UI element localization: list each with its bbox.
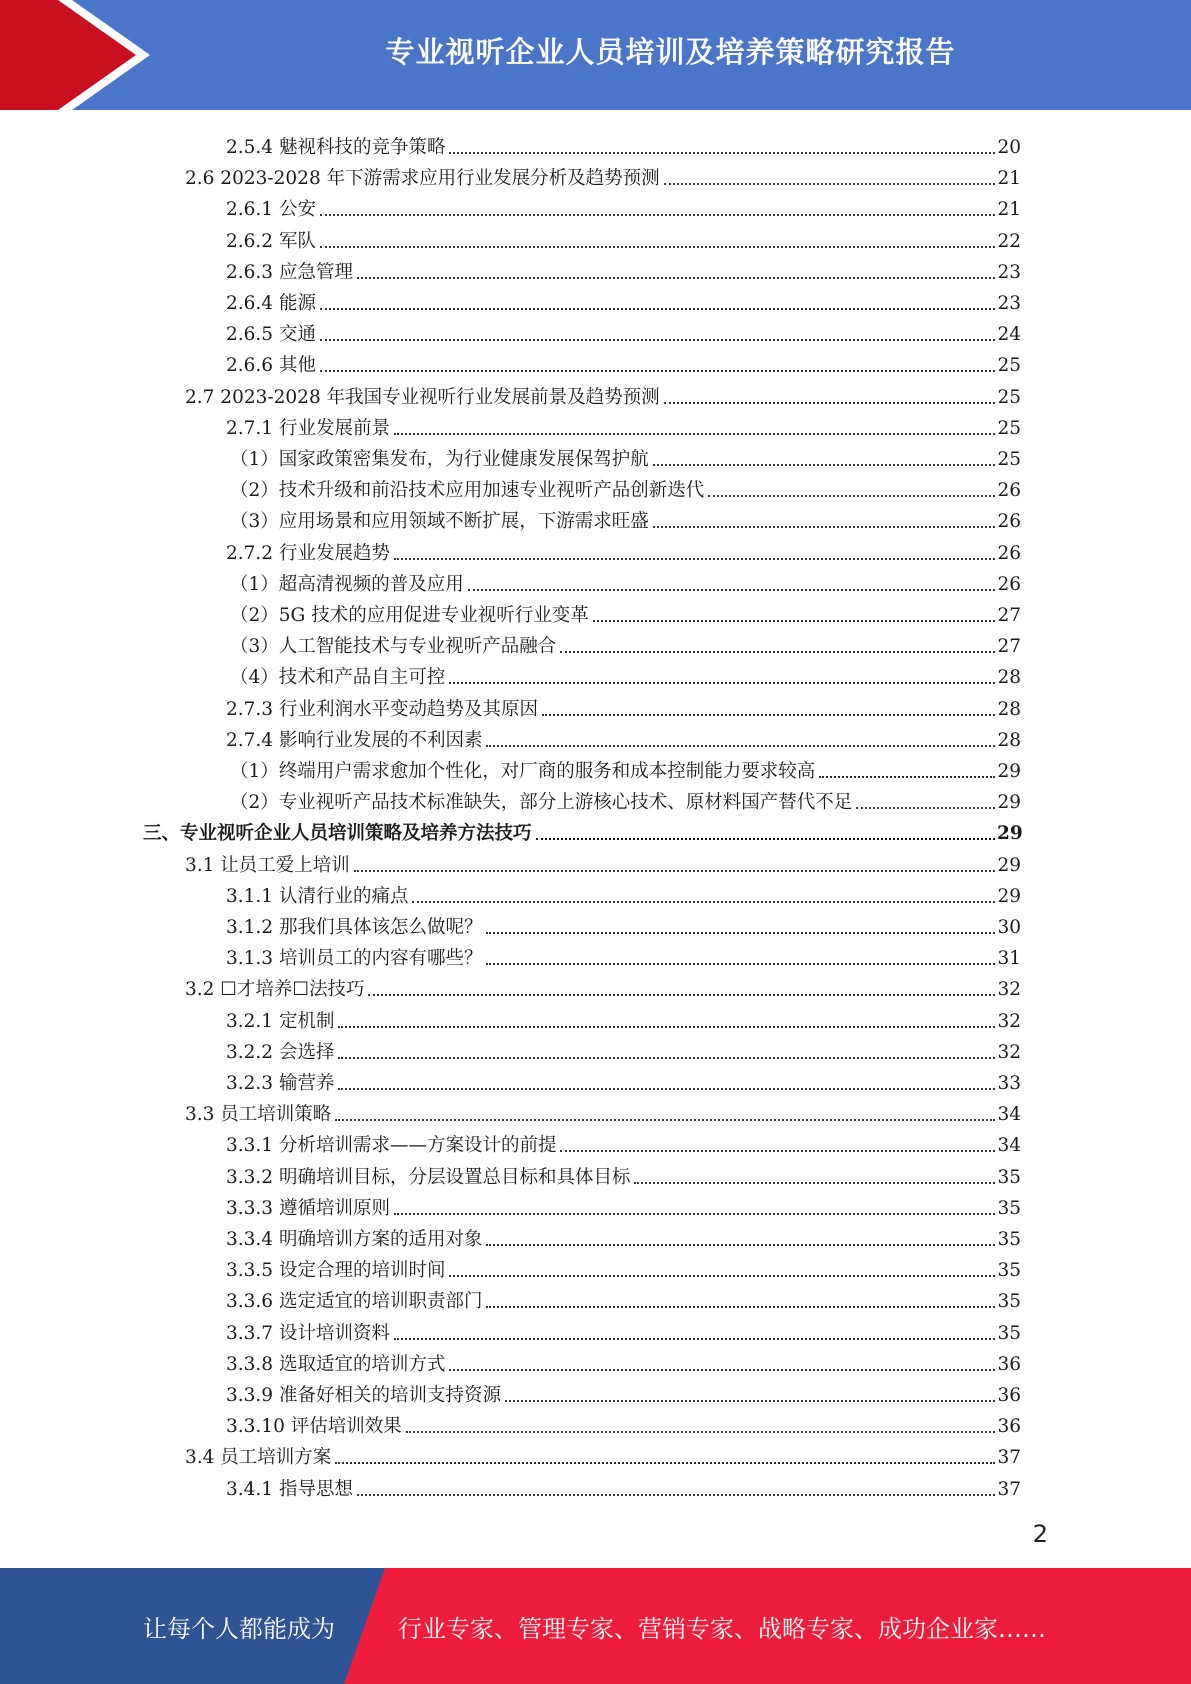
toc-dot-leader <box>449 1369 995 1371</box>
toc-entry[interactable] <box>226 1314 1021 1345</box>
toc-entry[interactable] <box>143 814 1021 845</box>
toc-entry-label: 2.6.2 军队 <box>226 230 316 252</box>
toc-entry[interactable] <box>226 1345 1021 1376</box>
toc-entry-page: 26 <box>997 480 1021 502</box>
toc-entry-label: 3.3.5 设定合理的培训时间 <box>226 1260 446 1282</box>
toc-entry-label: 3.1.3 培训员工的内容有哪些？ <box>226 948 483 970</box>
toc-entry-page: 34 <box>997 1135 1021 1157</box>
toc-dot-leader <box>449 682 995 684</box>
toc-dot-leader <box>634 1182 995 1184</box>
toc-entry-label: 2.5.4 魅视科技的竞争策略 <box>226 137 446 158</box>
toc-entry[interactable] <box>226 1282 1021 1313</box>
toc-dot-leader <box>335 1119 995 1121</box>
toc-entry-page: 27 <box>997 605 1021 626</box>
toc-entry[interactable] <box>230 783 1021 814</box>
toc-entry-label: 3.4.1 指导思想 <box>226 1478 353 1500</box>
toc-entry[interactable] <box>226 1002 1021 1033</box>
toc-entry-page: 21 <box>997 168 1021 190</box>
toc-entry-label: （1）国家政策密集发布，为行业健康发展保驾护航 <box>230 449 649 470</box>
toc-entry[interactable] <box>226 534 1021 565</box>
toc-entry[interactable] <box>226 908 1021 939</box>
toc-dot-leader <box>320 370 995 372</box>
toc-entry-page: 29 <box>997 854 1021 876</box>
toc-entry-page: 26 <box>997 542 1021 564</box>
toc-entry[interactable] <box>226 346 1021 377</box>
toc-entry-page: 28 <box>997 667 1021 689</box>
toc-entry-label: 2.6.1 公安 <box>226 199 316 221</box>
toc-dot-leader <box>320 246 995 248</box>
toc-dot-leader <box>394 433 995 435</box>
toc-entry-label: （3）人工智能技术与专业视听产品融合 <box>230 636 557 658</box>
toc-dot-leader <box>486 1306 995 1308</box>
toc-entry-label: 2.7.2 行业发展趋势 <box>226 542 390 564</box>
toc-entry[interactable] <box>230 565 1021 596</box>
toc-entry-page: 29 <box>997 761 1021 782</box>
toc-entry[interactable] <box>185 378 1021 409</box>
toc-dot-leader <box>486 932 995 934</box>
toc-entry-label: 3.2 ☐才培养☐法技巧 <box>185 979 365 1001</box>
toc-entry-label: 3.2.2 会选择 <box>226 1041 335 1063</box>
toc-entry-page: 36 <box>997 1353 1021 1375</box>
toc-entry[interactable] <box>226 1158 1021 1189</box>
toc-entry-page: 34 <box>997 1104 1021 1126</box>
toc-dot-leader <box>486 963 995 965</box>
toc-entry-page: 35 <box>997 1291 1021 1313</box>
toc-dot-leader <box>486 1244 995 1246</box>
toc-entry-page: 35 <box>997 1197 1021 1219</box>
toc-entry-page: 23 <box>997 261 1021 283</box>
toc-entry-page: 26 <box>997 573 1021 595</box>
toc-entry[interactable] <box>185 1438 1021 1469</box>
toc-entry-label: 3.3.3 遵循培训原则 <box>226 1197 390 1219</box>
toc-entry[interactable] <box>226 1126 1021 1157</box>
toc-entry[interactable] <box>226 1220 1021 1251</box>
toc-entry[interactable] <box>226 1251 1021 1282</box>
toc-entry[interactable] <box>226 1470 1021 1501</box>
toc-entry[interactable] <box>226 222 1021 253</box>
toc-entry-label: （1）超高清视频的普及应用 <box>230 573 464 595</box>
toc-entry[interactable] <box>185 159 1021 190</box>
toc-entry[interactable] <box>226 1189 1021 1220</box>
toc-entry-label: 3.3 员工培训策略 <box>185 1104 332 1126</box>
toc-dot-leader <box>412 901 995 903</box>
toc-entry[interactable] <box>226 409 1021 440</box>
toc-dot-leader <box>560 651 995 653</box>
toc-entry[interactable] <box>226 721 1021 752</box>
toc-entry-label: 三、专业视听企业人员培训策略及培养方法技巧 <box>143 823 532 845</box>
toc-entry-page: 25 <box>997 355 1021 377</box>
toc-entry[interactable] <box>226 1033 1021 1064</box>
toc-dot-leader <box>505 1400 995 1402</box>
toc-entry-label: （2）技术升级和前沿技术应用加速专业视听产品创新迭代 <box>230 480 705 502</box>
toc-dot-leader <box>664 183 995 185</box>
footer-slogan-left: 让每个人都能成为 <box>143 1614 335 1643</box>
toc-entry-page: 36 <box>997 1416 1021 1438</box>
toc-dot-leader <box>354 870 995 872</box>
toc-entry-page: 22 <box>997 230 1021 252</box>
toc-entry[interactable] <box>230 627 1021 658</box>
toc-entry-page: 20 <box>997 137 1021 158</box>
toc-entry-page: 24 <box>997 324 1021 346</box>
toc-entry-page: 31 <box>997 948 1021 970</box>
toc-entry-label: （1）终端用户需求愈加个性化，对厂商的服务和成本控制能力要求较高 <box>230 761 816 782</box>
toc-entry-label: （2）5G 技术的应用促进专业视听行业变革 <box>230 605 589 626</box>
toc-entry-label: 3.2.1 定机制 <box>226 1010 335 1032</box>
toc-dot-leader <box>449 152 995 154</box>
toc-dot-leader <box>542 714 995 716</box>
toc-entry-page: 29 <box>997 823 1023 845</box>
toc-entry-label: 2.7.4 影响行业发展的不利因素 <box>226 729 483 751</box>
toc-entry-page: 21 <box>997 199 1021 221</box>
toc-entry-page: 29 <box>997 885 1021 907</box>
toc-entry[interactable] <box>226 690 1021 721</box>
toc-entry-page: 32 <box>997 1010 1021 1032</box>
toc-entry-label: （4）技术和产品自主可控 <box>230 667 446 689</box>
toc-entry[interactable] <box>230 752 1021 783</box>
toc-dot-leader <box>368 994 995 996</box>
toc-entry[interactable] <box>230 471 1021 502</box>
toc-entry[interactable] <box>226 315 1021 346</box>
toc-entry[interactable] <box>226 284 1021 315</box>
toc-entry-label: 3.2.3 输营养 <box>226 1073 335 1094</box>
toc-entry-label: 3.3.9 准备好相关的培训支持资源 <box>226 1385 501 1406</box>
toc-entry-label: （3）应用场景和应用领域不断扩展，下游需求旺盛 <box>230 511 649 533</box>
toc-dot-leader <box>708 495 995 497</box>
toc-entry[interactable] <box>230 440 1021 471</box>
toc-entry-page: 35 <box>997 1229 1021 1250</box>
toc-dot-leader <box>819 776 995 778</box>
toc-entry[interactable] <box>226 1407 1021 1438</box>
toc-entry-label: 3.1.1 认清行业的痛点 <box>226 885 409 907</box>
toc-dot-leader <box>357 1494 995 1496</box>
toc-entry-page: 29 <box>997 792 1021 814</box>
toc-entry-page: 32 <box>997 979 1021 1001</box>
toc-dot-leader <box>449 1275 995 1277</box>
toc-entry-page: 27 <box>997 636 1021 658</box>
toc-dot-leader <box>338 1057 995 1059</box>
toc-entry[interactable] <box>230 596 1021 627</box>
toc-entry[interactable] <box>226 128 1021 159</box>
toc-dot-leader <box>406 1431 995 1433</box>
toc-entry-label: （2）专业视听产品技术标准缺失，部分上游核心技术、原材料国产替代不足 <box>230 792 853 814</box>
toc-entry[interactable] <box>226 253 1021 284</box>
toc-entry-page: 30 <box>997 917 1021 938</box>
toc-entry-label: 2.6.5 交通 <box>226 324 316 346</box>
toc-dot-leader <box>357 277 995 279</box>
toc-dot-leader <box>593 620 995 622</box>
toc-entry-page: 35 <box>997 1260 1021 1282</box>
toc-entry-page: 37 <box>997 1478 1021 1500</box>
toc-dot-leader <box>394 1213 995 1215</box>
toc-entry[interactable] <box>230 502 1021 533</box>
toc-dot-leader <box>664 402 995 404</box>
toc-entry-label: 3.1 让员工爱上培训 <box>185 854 350 876</box>
toc-entry-page: 33 <box>997 1073 1021 1094</box>
toc-entry-label: 2.6.3 应急管理 <box>226 261 353 283</box>
toc-dot-leader <box>560 1150 995 1152</box>
toc-entry[interactable] <box>185 846 1021 877</box>
toc-dot-leader <box>394 1338 995 1340</box>
toc-entry-page: 25 <box>997 449 1021 470</box>
toc-entry-label: 2.7.1 行业发展前景 <box>226 417 390 439</box>
toc-dot-leader <box>468 589 995 591</box>
toc-entry-page: 25 <box>997 417 1021 439</box>
toc-dot-leader <box>394 558 995 560</box>
toc-entry-label: 3.3.10 评估培训效果 <box>226 1416 402 1438</box>
toc-entry-label: 3.1.2 那我们具体该怎么做呢？ <box>226 917 483 938</box>
page-header <box>0 0 1191 110</box>
toc-entry[interactable] <box>185 1095 1021 1126</box>
toc-entry-label: 2.7 2023-2028 年我国专业视听行业发展前景及趋势预测 <box>185 386 660 408</box>
toc-entry-page: 28 <box>997 729 1021 751</box>
toc-entry-label: 2.6.4 能源 <box>226 293 316 314</box>
toc-entry-label: 2.6.6 其他 <box>226 355 316 377</box>
toc-entry[interactable] <box>226 190 1021 221</box>
toc-entry-label: 3.3.8 选取适宜的培训方式 <box>226 1353 446 1375</box>
toc-entry-page: 36 <box>997 1385 1021 1406</box>
toc-dot-leader <box>320 308 995 310</box>
toc-dot-leader <box>653 464 995 466</box>
toc-entry[interactable] <box>226 1376 1021 1407</box>
toc-entry-label: 2.6 2023-2028 年下游需求应用行业发展分析及趋势预测 <box>185 168 660 190</box>
toc-entry-label: 3.4 员工培训方案 <box>185 1447 332 1469</box>
toc-entry-page: 26 <box>997 511 1021 533</box>
toc-dot-leader <box>653 526 995 528</box>
toc-entry-page: 37 <box>997 1447 1021 1469</box>
toc-dot-leader <box>486 745 995 747</box>
toc-entry[interactable] <box>226 939 1021 970</box>
toc-dot-leader <box>338 1026 995 1028</box>
toc-entry[interactable] <box>226 877 1021 908</box>
toc-dot-leader <box>335 1462 995 1464</box>
toc-entry-label: 3.3.4 明确培训方案的适用对象 <box>226 1229 483 1250</box>
toc-entry-label: 3.3.7 设计培训资料 <box>226 1322 390 1344</box>
toc-entry[interactable] <box>230 658 1021 689</box>
report-title: 专业视听企业人员培训及培养策略研究报告 <box>385 34 956 69</box>
page-footer <box>0 1568 1191 1684</box>
toc-entry-page: 35 <box>997 1322 1021 1344</box>
toc-entry-page: 25 <box>997 386 1021 408</box>
toc-dot-leader <box>338 1088 995 1090</box>
toc-entry[interactable] <box>185 970 1021 1001</box>
toc-entry-page: 35 <box>997 1166 1021 1188</box>
toc-entry-label: 3.3.1 分析培训需求——方案设计的前提 <box>226 1135 557 1157</box>
toc-entry-page: 23 <box>997 293 1021 314</box>
toc-dot-leader <box>856 807 995 809</box>
toc-entry-label: 3.3.2 明确培训目标，分层设置总目标和具体目标 <box>226 1166 631 1188</box>
toc-entry-label: 3.3.6 选定适宜的培训职责部门 <box>226 1291 483 1313</box>
footer-slogan-right: 行业专家、管理专家、营销专家、战略专家、成功企业家…… <box>398 1614 1046 1643</box>
toc-dot-leader <box>320 214 995 216</box>
toc-entry[interactable] <box>226 1064 1021 1095</box>
toc-dot-leader <box>536 838 995 840</box>
chevron-arrow-icon <box>0 0 160 110</box>
toc-entry-page: 28 <box>997 698 1021 720</box>
toc-dot-leader <box>320 339 995 341</box>
page-number: 2 <box>1032 1520 1048 1548</box>
toc-entry-page: 32 <box>997 1041 1021 1063</box>
toc-entry-label: 2.7.3 行业利润水平变动趋势及其原因 <box>226 698 538 720</box>
